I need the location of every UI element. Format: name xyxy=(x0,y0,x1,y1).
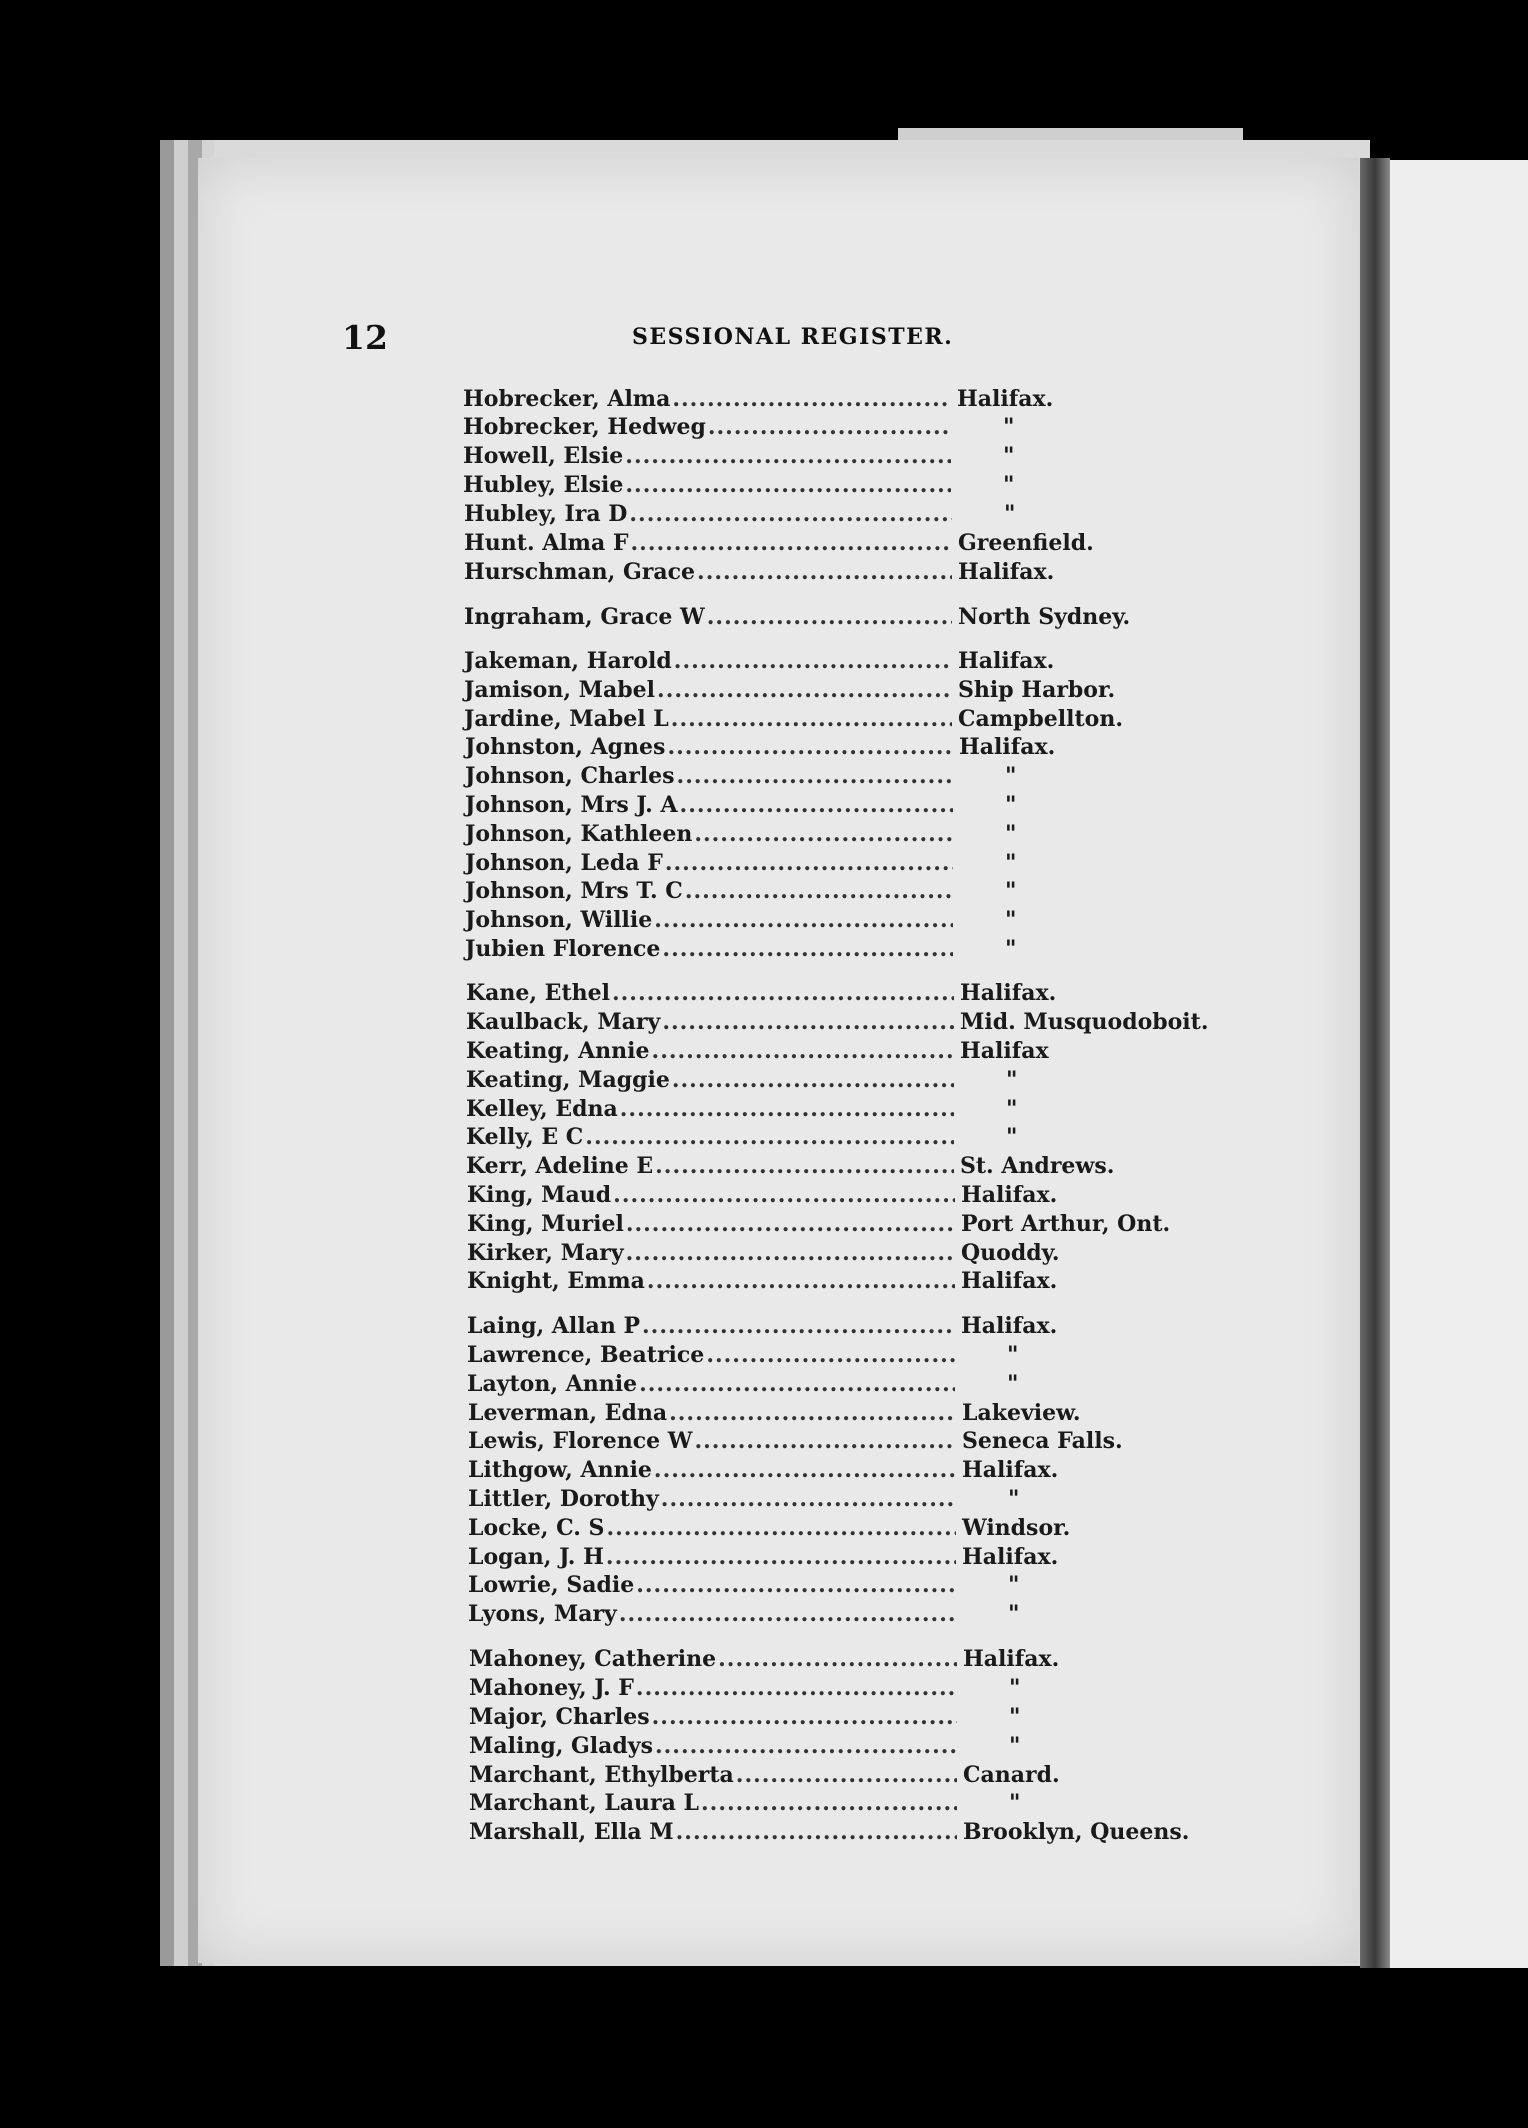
entry-name: Kelley, Edna xyxy=(466,1096,618,1122)
register-entry xyxy=(467,1211,957,1239)
entry-place: Campbellton. xyxy=(958,706,1124,732)
dot-leader xyxy=(652,1704,957,1730)
dot-leader xyxy=(655,1153,954,1179)
running-head: SESSIONAL REGISTER. xyxy=(632,324,954,350)
entry-place: " xyxy=(1005,936,1017,962)
register-entry xyxy=(465,821,955,849)
entry-name: Laing, Allan P xyxy=(467,1313,641,1339)
register-entry xyxy=(468,1601,958,1629)
entry-place: Seneca Falls. xyxy=(962,1428,1123,1454)
entry-name: Lawrence, Beatrice xyxy=(467,1342,705,1368)
dot-leader xyxy=(701,1790,957,1816)
dot-leader xyxy=(655,1733,957,1759)
register-entry xyxy=(467,1268,957,1296)
dot-leader xyxy=(585,1124,954,1150)
entry-name: Hunt. Alma F xyxy=(464,530,629,556)
dot-leader xyxy=(662,936,953,962)
register-entry xyxy=(467,1342,957,1370)
entry-place: " xyxy=(1003,414,1015,440)
entry-place: " xyxy=(1006,1067,1018,1093)
register-entry xyxy=(468,1544,958,1572)
register-entry xyxy=(469,1675,959,1703)
entry-place: " xyxy=(1005,850,1017,876)
entry-place: " xyxy=(1008,1572,1020,1598)
dot-leader xyxy=(661,1486,956,1512)
entry-place: Halifax xyxy=(960,1038,1049,1064)
register-entry xyxy=(466,1009,956,1037)
entry-place: Halifax. xyxy=(961,1313,1058,1339)
dot-leader xyxy=(707,604,952,630)
entry-name: Keating, Annie xyxy=(466,1038,650,1064)
entry-name: Kerr, Adeline E xyxy=(466,1153,654,1179)
entry-place: " xyxy=(1004,501,1016,527)
register-entry xyxy=(468,1572,958,1600)
entry-name: Maling, Gladys xyxy=(469,1733,653,1759)
register-entry xyxy=(469,1704,959,1732)
entry-place: Halifax. xyxy=(958,648,1055,674)
dot-leader xyxy=(636,1572,956,1598)
register-entry xyxy=(464,648,954,676)
entry-place: Ship Harbor. xyxy=(958,677,1116,703)
dot-leader xyxy=(626,1240,955,1266)
register-entry xyxy=(466,1038,956,1066)
dot-leader xyxy=(619,1601,956,1627)
entry-place: " xyxy=(1008,1486,1020,1512)
entry-place: North Sydney. xyxy=(958,604,1131,630)
register-entry xyxy=(467,1240,957,1268)
entry-place: Halifax. xyxy=(961,1182,1058,1208)
register-entry xyxy=(466,1124,956,1152)
register-entry xyxy=(463,414,953,442)
dot-leader xyxy=(706,1342,955,1368)
entry-place: Halifax. xyxy=(960,980,1057,1006)
register-entry xyxy=(464,530,954,558)
entry-place: " xyxy=(1003,443,1015,469)
register-entry xyxy=(465,850,955,878)
entry-place: " xyxy=(1007,1371,1019,1397)
entry-name: Johnson, Leda F xyxy=(465,850,663,876)
dot-leader xyxy=(652,1038,954,1064)
dot-leader xyxy=(654,1457,956,1483)
entry-place: " xyxy=(1009,1790,1021,1816)
entry-name: Hobrecker, Alma xyxy=(463,386,671,412)
entry-name: Johnston, Agnes xyxy=(465,734,666,760)
entry-name: Mahoney, J. F xyxy=(469,1675,634,1701)
register-entry xyxy=(469,1790,959,1818)
entry-place: " xyxy=(1009,1675,1021,1701)
entry-name: Jubien Florence xyxy=(465,936,661,962)
dot-leader xyxy=(669,1400,956,1426)
entry-name: Hubley, Ira D xyxy=(464,501,628,527)
dot-leader xyxy=(636,1675,957,1701)
dot-leader xyxy=(639,1371,955,1397)
dot-leader xyxy=(625,443,951,469)
dot-leader xyxy=(718,1646,957,1672)
entry-name: Littler, Dorothy xyxy=(468,1486,659,1512)
register-entry xyxy=(465,763,955,791)
entry-name: Marshall, Ella M xyxy=(469,1819,674,1845)
entry-name: Lowrie, Sadie xyxy=(468,1572,635,1598)
register-entry xyxy=(465,936,955,964)
register-entry xyxy=(468,1457,958,1485)
entry-place: Halifax. xyxy=(962,1457,1059,1483)
entry-name: Kaulback, Mary xyxy=(466,1009,661,1035)
entry-name: Howell, Elsie xyxy=(463,443,624,469)
entry-name: Johnson, Kathleen xyxy=(465,821,693,847)
entry-place: Windsor. xyxy=(962,1515,1071,1541)
entry-name: Mahoney, Catherine xyxy=(469,1646,717,1672)
entry-name: Major, Charles xyxy=(469,1704,650,1730)
entry-place: Halifax. xyxy=(963,1646,1060,1672)
register-entry xyxy=(466,1067,956,1095)
register-entry xyxy=(464,604,954,632)
register-entry xyxy=(465,734,955,762)
register-entry xyxy=(466,1096,956,1124)
entry-name: King, Muriel xyxy=(467,1211,624,1237)
entry-place: Mid. Musquodoboit. xyxy=(960,1009,1209,1035)
entry-name: Johnson, Willie xyxy=(465,907,653,933)
entry-place: " xyxy=(1003,472,1015,498)
dot-leader xyxy=(708,414,951,440)
register-entry xyxy=(467,1371,957,1399)
dot-leader xyxy=(647,1268,955,1294)
entry-place: Brooklyn, Queens. xyxy=(963,1819,1190,1845)
dot-leader xyxy=(620,1096,954,1122)
register-entry xyxy=(464,706,954,734)
entry-name: Hurschman, Grace xyxy=(464,559,696,585)
register-entry xyxy=(469,1819,959,1847)
dot-leader xyxy=(612,980,954,1006)
entry-name: King, Maud xyxy=(467,1182,612,1208)
entry-name: Johnson, Mrs T. C xyxy=(465,878,683,904)
entry-name: Marchant, Laura L xyxy=(469,1790,700,1816)
register-entry xyxy=(465,878,955,906)
register-entry xyxy=(468,1515,958,1543)
dot-leader xyxy=(736,1762,957,1788)
register-entry xyxy=(466,1153,956,1181)
register-entry xyxy=(468,1400,958,1428)
entry-name: Layton, Annie xyxy=(467,1371,638,1397)
register-entry xyxy=(465,792,955,820)
dot-leader xyxy=(685,878,953,904)
entry-place: Greenfield. xyxy=(958,530,1094,556)
register-entry xyxy=(465,907,955,935)
entry-place: " xyxy=(1005,792,1017,818)
entry-place: St. Andrews. xyxy=(960,1153,1115,1179)
dot-leader xyxy=(672,386,951,412)
entry-name: Johnson, Charles xyxy=(465,763,675,789)
dot-leader xyxy=(654,907,953,933)
dot-leader xyxy=(676,1819,957,1845)
entry-name: Jakeman, Harold xyxy=(464,648,672,674)
register-entry xyxy=(467,1313,957,1341)
entry-place: Quoddy. xyxy=(961,1240,1060,1266)
entry-place: " xyxy=(1006,1096,1018,1122)
entry-name: Marchant, Ethylberta xyxy=(469,1762,734,1788)
entry-place: " xyxy=(1005,907,1017,933)
page-number: 12 xyxy=(342,318,388,357)
dot-leader xyxy=(631,530,953,556)
register-entry xyxy=(469,1762,959,1790)
entry-name: Kane, Ethel xyxy=(466,980,610,1006)
register-entry xyxy=(468,1428,958,1456)
register-entry xyxy=(469,1733,959,1761)
entry-place: Halifax. xyxy=(959,734,1056,760)
dot-leader xyxy=(626,1211,955,1237)
dot-leader xyxy=(606,1515,956,1541)
entry-name: Jardine, Mabel L xyxy=(464,706,669,732)
dot-leader xyxy=(671,706,952,732)
entry-name: Ingraham, Grace W xyxy=(464,604,705,630)
facing-page-edge xyxy=(1390,160,1528,1968)
entry-place: " xyxy=(1006,1124,1018,1150)
entry-place: Halifax. xyxy=(961,1268,1058,1294)
entry-place: Port Arthur, Ont. xyxy=(961,1211,1171,1237)
entry-place: Canard. xyxy=(963,1762,1060,1788)
book-spine xyxy=(1360,158,1390,1968)
entry-name: Jamison, Mabel xyxy=(464,677,656,703)
register-entry xyxy=(464,677,954,705)
dot-leader xyxy=(665,850,953,876)
entry-name: Hubley, Elsie xyxy=(463,472,624,498)
entry-name: Kirker, Mary xyxy=(467,1240,624,1266)
entry-place: " xyxy=(1005,763,1017,789)
dot-leader xyxy=(694,821,953,847)
entry-name: Locke, C. S xyxy=(468,1515,605,1541)
dot-leader xyxy=(662,1009,954,1035)
entry-place: " xyxy=(1009,1704,1021,1730)
register-entry xyxy=(464,559,954,587)
dot-leader xyxy=(680,792,953,818)
entry-place: " xyxy=(1005,821,1017,847)
entry-place: " xyxy=(1007,1342,1019,1368)
dot-leader xyxy=(625,472,951,498)
entry-name: Keating, Maggie xyxy=(466,1067,670,1093)
register-entry xyxy=(463,443,953,471)
entry-name: Lithgow, Annie xyxy=(468,1457,652,1483)
register-entry xyxy=(469,1646,959,1674)
dot-leader xyxy=(672,1067,954,1093)
dot-leader xyxy=(657,677,952,703)
register-entry xyxy=(466,980,956,1008)
register-entry xyxy=(464,501,954,529)
entry-name: Lewis, Florence W xyxy=(468,1428,693,1454)
dot-leader xyxy=(629,501,952,527)
entry-name: Logan, J. H xyxy=(468,1544,604,1570)
entry-name: Hobrecker, Hedweg xyxy=(463,414,706,440)
entry-name: Lyons, Mary xyxy=(468,1601,617,1627)
dot-leader xyxy=(613,1182,955,1208)
entry-name: Johnson, Mrs J. A xyxy=(465,792,678,818)
entry-place: Halifax. xyxy=(962,1544,1059,1570)
entry-name: Kelly, E C xyxy=(466,1124,584,1150)
register-entry xyxy=(467,1182,957,1210)
entry-name: Knight, Emma xyxy=(467,1268,645,1294)
entry-place: " xyxy=(1005,878,1017,904)
entry-place: Lakeview. xyxy=(962,1400,1081,1426)
dot-leader xyxy=(606,1544,956,1570)
dot-leader xyxy=(667,734,953,760)
entry-place: " xyxy=(1009,1733,1021,1759)
entry-place: " xyxy=(1008,1601,1020,1627)
register-entry xyxy=(463,386,953,414)
entry-place: Halifax. xyxy=(958,559,1055,585)
register-entry xyxy=(463,472,953,500)
dot-leader xyxy=(697,559,952,585)
dot-leader xyxy=(674,648,952,674)
entry-name: Leverman, Edna xyxy=(468,1400,668,1426)
dot-leader xyxy=(694,1428,956,1454)
register-entry xyxy=(468,1486,958,1514)
entry-place: Halifax. xyxy=(957,386,1054,412)
dot-leader xyxy=(642,1313,955,1339)
dot-leader xyxy=(677,763,953,789)
